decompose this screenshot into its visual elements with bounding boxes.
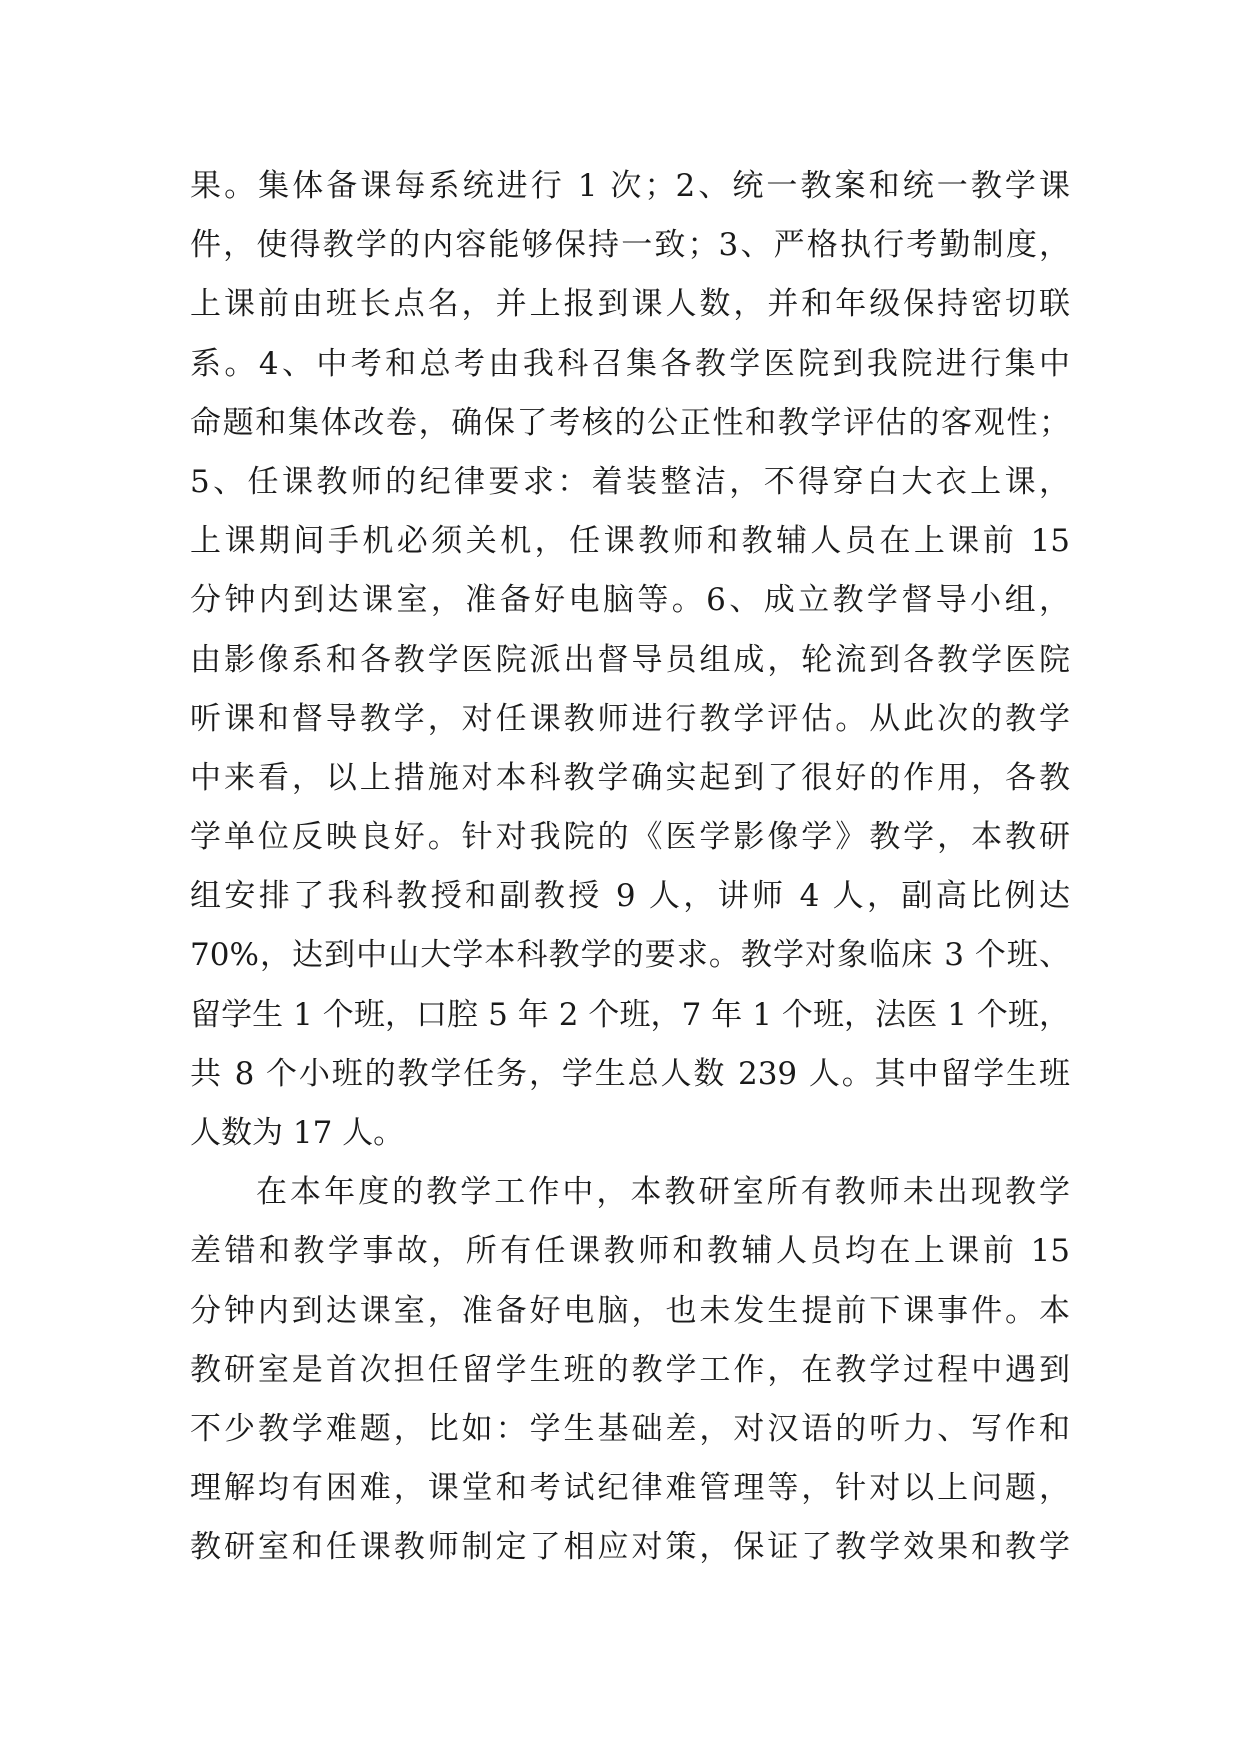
text-line: 分钟内到达课室，准备好电脑等。6、成立教学督导小组， xyxy=(190,582,1070,619)
text-line: 组安排了我科教授和副教授 9 人，讲师 4 人，副高比例达 xyxy=(190,878,1070,915)
text-line: 上课前由班长点名，并上报到课人数，并和年级保持密切联 xyxy=(190,286,1070,323)
text-line: 听课和督导教学，对任课教师进行教学评估。从此次的教学 xyxy=(190,700,1070,737)
text-line: 系。4、中考和总考由我科召集各教学医院到我院进行集中 xyxy=(190,345,1070,382)
text-line: 学单位反映良好。针对我院的《医学影像学》教学，本教研 xyxy=(190,819,1070,856)
paragraph-first-line: 在本年度的教学工作中，本教研室所有教师未出现教学 xyxy=(256,1174,1070,1211)
text-line: 5、任课教师的纪律要求：着装整洁，不得穿白大衣上课， xyxy=(190,463,1070,500)
text-line: 差错和教学事故，所有任课教师和教辅人员均在上课前 15 xyxy=(190,1233,1070,1270)
text-line: 不少教学难题，比如：学生基础差，对汉语的听力、写作和 xyxy=(190,1410,1070,1447)
text-line: 人数为 17 人。 xyxy=(190,1115,405,1151)
text-line: 教研室和任课教师制定了相应对策，保证了教学效果和教学 xyxy=(190,1529,1070,1566)
text-line: 命题和集体改卷，确保了考核的公正性和教学评估的客观性； xyxy=(190,404,1070,441)
text-line: 上课期间手机必须关机，任课教师和教辅人员在上课前 15 xyxy=(190,523,1070,560)
text-line: 理解均有困难，课堂和考试纪律难管理等，针对以上问题， xyxy=(190,1470,1070,1507)
text-line: 分钟内到达课室，准备好电脑，也未发生提前下课事件。本 xyxy=(190,1292,1070,1329)
text-line: 共 8 个小班的教学任务，学生总人数 239 人。其中留学生班 xyxy=(190,1055,1070,1092)
text-line: 留学生 1 个班，口腔 5 年 2 个班，7 年 1 个班，法医 1 个班， xyxy=(190,996,1070,1033)
text-line: 件，使得教学的内容能够保持一致；3、严格执行考勤制度， xyxy=(190,227,1070,264)
text-line: 70%，达到中山大学本科教学的要求。教学对象临床 3 个班、 xyxy=(190,937,1070,974)
text-line: 中来看，以上措施对本科教学确实起到了很好的作用，各教 xyxy=(190,759,1070,796)
text-line: 由影像系和各教学医院派出督导员组成，轮流到各教学医院 xyxy=(190,641,1070,678)
text-line: 教研室是首次担任留学生班的教学工作，在教学过程中遇到 xyxy=(190,1351,1070,1388)
text-line: 果。集体备课每系统进行 1 次；2、统一教案和统一教学课 xyxy=(190,168,1070,204)
body-text xyxy=(190,157,1070,1578)
